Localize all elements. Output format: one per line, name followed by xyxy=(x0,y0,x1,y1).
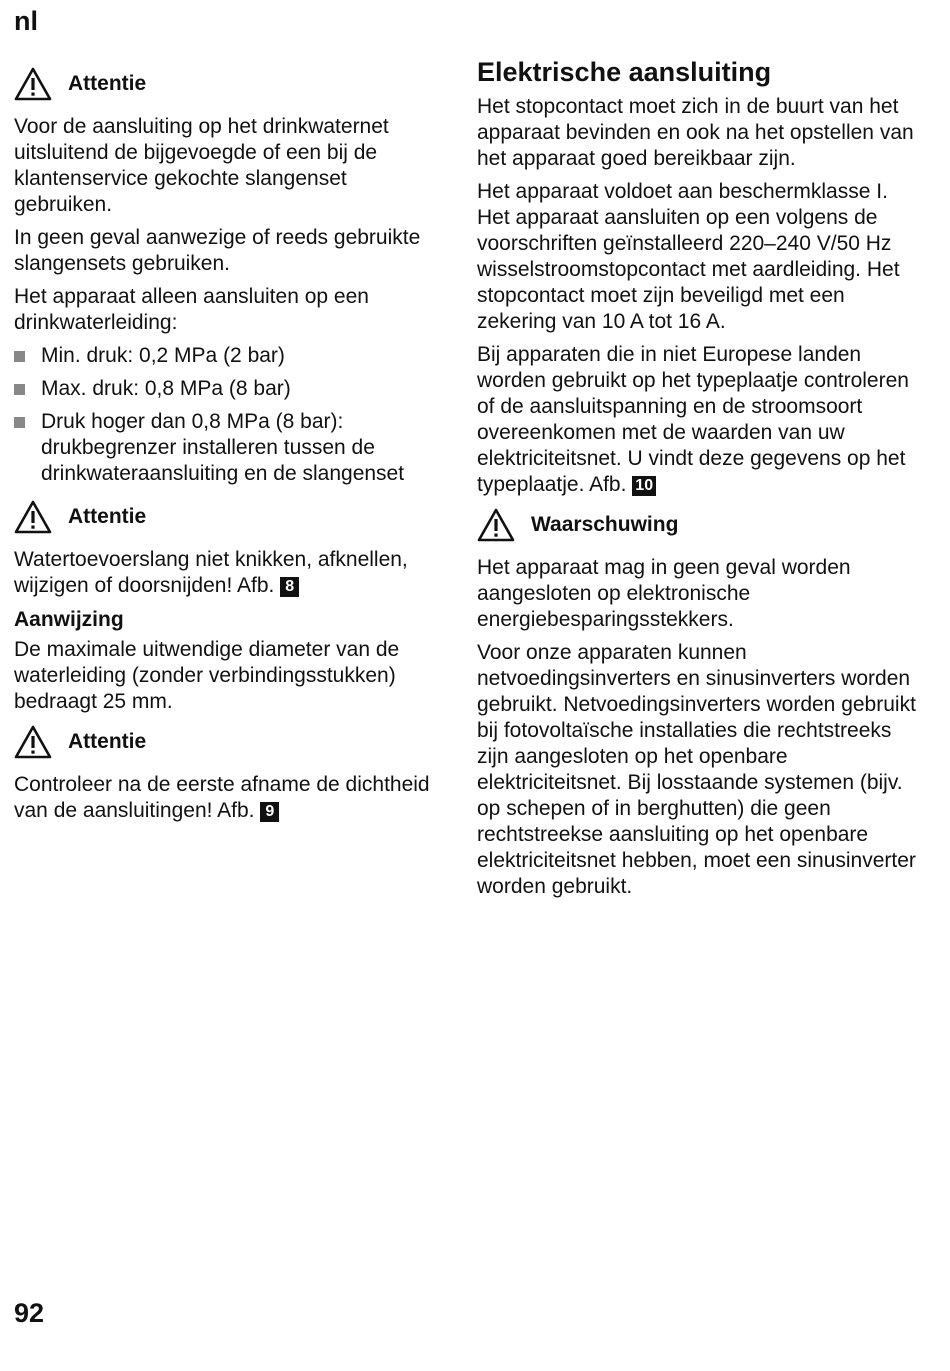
paragraph: Het stopcontact moet zich in de buurt van het apparaat bevinden en ook na het opstellen van het apparaat goed bereikbaar zijn. xyxy=(477,95,914,170)
list-item xyxy=(14,343,444,369)
square-bullet-icon xyxy=(14,384,25,395)
paragraph xyxy=(14,547,444,599)
paragraph: Voor onze apparaten kunnen netvoedingsinverters en sinusinverters worden gebruikt. Netvoedingsinverters worden gebruikt bij fotovoltaïsche installaties die rechtstreeks zijn aangesloten op het openbare elektriciteitsnet. Bij losstaande systemen (bijv. op schepen of in berghutten) die geen rechtstreekse aansluiting op het openbare elektriciteitsnet hebben, moet een sinusinverter worden gebruikt. xyxy=(477,641,916,898)
warning-triangle-icon xyxy=(14,725,52,759)
paragraph: Het apparaat alleen aansluiten op een drinkwaterleiding: xyxy=(14,285,369,334)
list-item-text: Druk hoger dan 0,8 MPa (8 bar): drukbegrenzer installeren tussen de drinkwateraansluiting en de slangenset xyxy=(41,410,405,485)
warning-triangle-icon xyxy=(14,67,52,101)
attention-title-3: Attentie xyxy=(68,730,147,753)
right-column xyxy=(477,56,917,907)
paragraph xyxy=(477,342,917,498)
pressure-list xyxy=(14,343,444,487)
section-heading: Elektrische aansluiting xyxy=(477,57,772,87)
attention-heading-3 xyxy=(14,722,444,762)
figure-ref-9: 9 xyxy=(260,802,279,822)
attention-title-2: Attentie xyxy=(68,505,147,528)
language-code: nl xyxy=(14,6,38,36)
paragraph: In geen geval aanwezige of reeds gebruikte slangensets gebruiken. xyxy=(14,226,421,275)
left-column xyxy=(14,58,444,831)
list-item xyxy=(14,409,444,487)
paragraph xyxy=(14,772,444,824)
figure-ref-10: 10 xyxy=(632,476,656,496)
paragraph: De maximale uitwendige diameter van de waterleiding (zonder verbindingsstukken) bedraagt 25 mm. xyxy=(14,638,400,713)
list-item-text: Min. druk: 0,2 MPa (2 bar) xyxy=(41,344,285,367)
paragraph-text: Controleer na de eerste afname de dichtheid van de aansluitingen! Afb. xyxy=(14,773,430,822)
paragraph: Voor de aansluiting op het drinkwaternet uitsluitend de bijgevoegde of een bij de klantenservice gekochte slangenset gebruiken. xyxy=(14,115,389,216)
square-bullet-icon xyxy=(14,351,25,362)
page-number: 92 xyxy=(14,1298,45,1328)
paragraph: Het apparaat mag in geen geval worden aangesloten op elektronische energiebesparingsstekkers. xyxy=(477,556,851,631)
attention-heading-2 xyxy=(14,497,444,537)
warning-heading xyxy=(477,505,917,545)
paragraph-text: Watertoevoerslang niet knikken, afknellen, wijzigen of doorsnijden! Afb. xyxy=(14,548,408,597)
attention-heading-1 xyxy=(14,64,444,104)
list-item xyxy=(14,376,444,402)
square-bullet-icon xyxy=(14,417,25,428)
paragraph-text: Bij apparaten die in niet Europese landen worden gebruikt op het typeplaatje controleren of de aansluitspanning en de stroomsoort overeenkomen met de waarden van uw elektriciteitsnet. U vindt deze gegevens op het typeplaatje. Afb. xyxy=(477,343,909,496)
note-title: Aanwijzing xyxy=(14,608,124,631)
warning-title: Waarschuwing xyxy=(531,513,679,536)
warning-triangle-icon xyxy=(14,500,52,534)
warning-triangle-icon xyxy=(477,508,515,542)
list-item-text: Max. druk: 0,8 MPa (8 bar) xyxy=(41,377,291,400)
attention-title-1: Attentie xyxy=(68,72,147,95)
figure-ref-8: 8 xyxy=(280,577,299,597)
paragraph: Het apparaat voldoet aan beschermklasse I. Het apparaat aansluiten op een volgens de voorschriften geïnstalleerd 220–240 V/50 Hz wisselstroomstopcontact met aardleiding. Het stopcontact moet zijn beveiligd met een zekering van 10 A tot 16 A. xyxy=(477,180,900,333)
